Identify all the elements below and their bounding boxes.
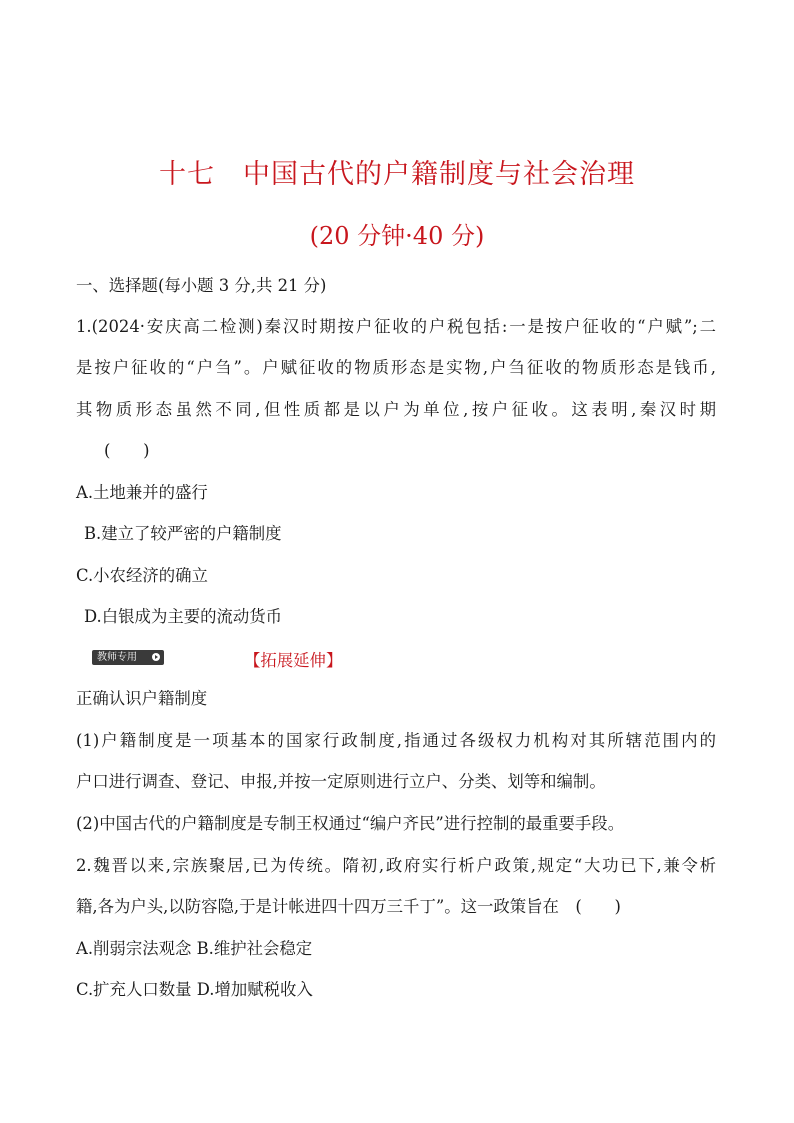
question-2-options-row-1: A.削弱宗法观念 B.维护社会稳定 [76, 939, 313, 958]
page-subtitle: (20 分钟·40 分) [309, 222, 485, 250]
extension-paragraph-2: (2)中国古代的户籍制度是专制王权通过“编户齐民”进行控制的最重要手段。 [76, 814, 625, 833]
extension-paragraph-1-line-1: (1)户籍制度是一项基本的国家行政制度,指通过各级权力机构对其所辖范围内的 [76, 731, 716, 750]
question-1-line-3: 其物质形态虽然不同,但性质都是以户为单位,按户征收。这表明,秦汉时期 [76, 400, 716, 419]
question-1-option-b: B.建立了较严密的户籍制度 [84, 524, 282, 543]
question-1-option-a: A.土地兼并的盛行 [76, 483, 208, 502]
play-icon [152, 653, 160, 661]
extension-label: 【拓展延伸】 [244, 651, 343, 670]
question-1-option-d: D.白银成为主要的流动货币 [84, 607, 283, 626]
question-2-line-2: 籍,各为户头,以防容隐,于是计帐进四十四万三千丁”。这一政策旨在 ( ) [76, 897, 621, 916]
teacher-only-label: 教师专用 [97, 652, 137, 663]
section-heading: 一、选择题(每小题 3 分,共 21 分) [76, 276, 327, 295]
question-2-options-row-2: C.扩充人口数量 D.增加赋税收入 [76, 980, 313, 999]
extension-paragraph-1-line-2: 户口进行调查、登记、申报,并按一定原则进行立户、分类、划等和编制。 [76, 772, 606, 791]
question-1-answer-blank: ( ) [104, 441, 150, 460]
teacher-only-badge [92, 650, 164, 665]
question-1-option-c: C.小农经济的确立 [76, 566, 208, 585]
page-title: 十七 中国古代的户籍制度与社会治理 [159, 159, 635, 190]
question-1-line-2: 是按户征收的“户刍”。户赋征收的物质形态是实物,户刍征收的物质形态是钱币, [76, 358, 716, 377]
extension-heading: 正确认识户籍制度 [76, 689, 208, 708]
question-2-line-1: 2.魏晋以来,宗族聚居,已为传统。隋初,政府实行析户政策,规定“大功已下,兼令析 [76, 856, 716, 875]
question-1-line-1: 1.(2024·安庆高二检测)秦汉时期按户征收的户税包括:一是按户征收的“户赋”;二 [76, 317, 716, 336]
